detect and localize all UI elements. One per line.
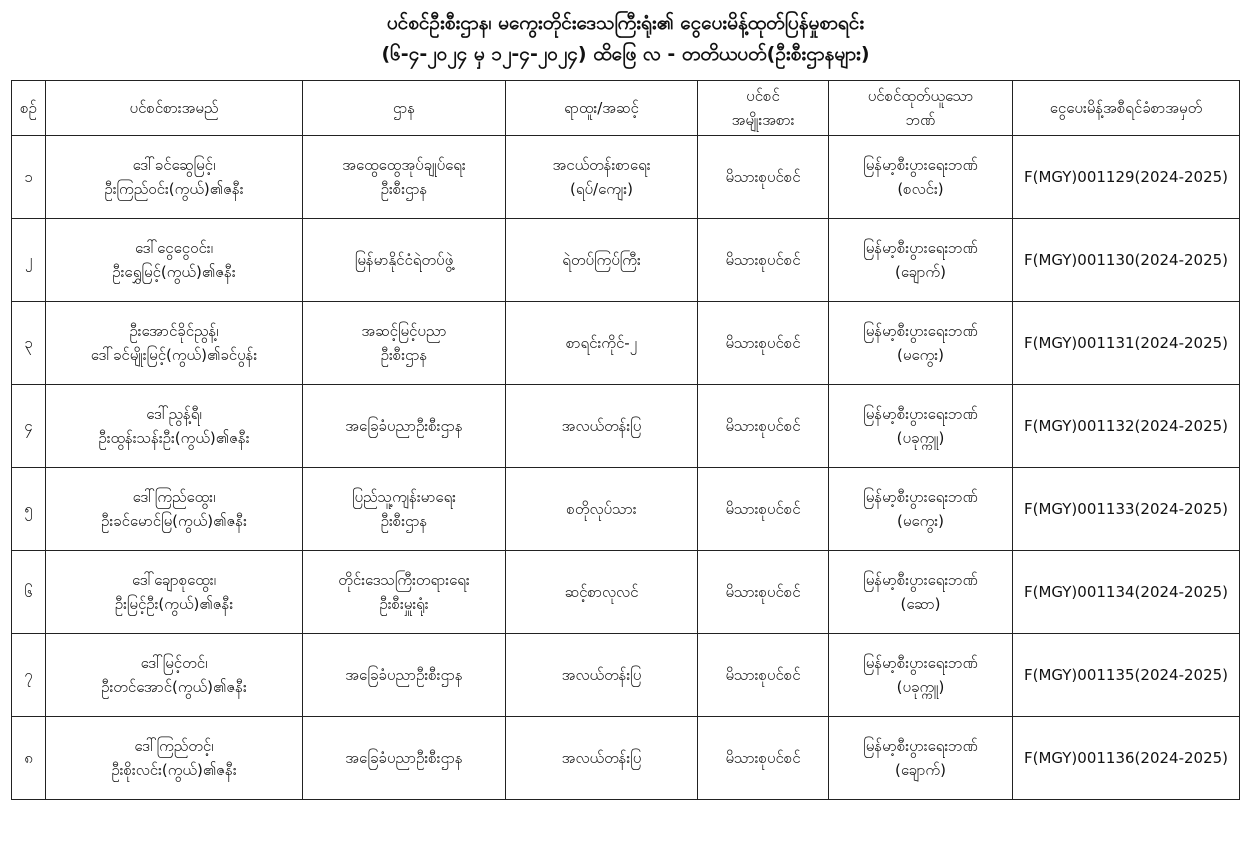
header-department: ဌာန	[303, 81, 506, 136]
bank-line2: (ပခုက္ကူ)	[896, 678, 945, 696]
position-line1: စာရင်းကိုင်-၂	[565, 334, 638, 352]
pensioner-name-line2: ဒေါ်ခင်မျိုးမြင့်(ကွယ်)၏ခင်ပွန်း	[90, 346, 258, 364]
bank	[829, 219, 1013, 302]
pensioner-name-line2: ဦးရွှေမြင့်(ကွယ်)၏ဇနီး	[112, 263, 236, 281]
bank-line1: မြန်မာ့စီးပွားရေးဘဏ်	[863, 239, 978, 257]
department-line2: ဦးစီးမှူးရုံး	[379, 595, 429, 613]
position-line1: အငယ်တန်းစာရေး	[552, 156, 651, 174]
table-row	[12, 302, 1240, 385]
row-number: ၇	[12, 634, 46, 717]
header-order-number: ငွေပေးမိန့်အစီရင်ခံစာအမှတ်	[1013, 81, 1240, 136]
department	[303, 634, 506, 717]
bank-line1: မြန်မာ့စီးပွားရေးဘဏ်	[863, 654, 978, 672]
pensioner-name-line2: ဦးမြင့်ဦး(ကွယ်)၏ဇနီး	[114, 595, 234, 613]
position-line1: ဆင့်စာလုလင်	[564, 583, 639, 601]
bank-line2: (ပခုက္ကူ)	[896, 429, 945, 447]
header-bank-line1: ပင်စင်ထုတ်ယူသော	[867, 87, 974, 105]
table-body	[12, 136, 1240, 800]
row-number: ၆	[12, 551, 46, 634]
department-line1: အခြေခံပညာဦးစီးဌာန	[345, 749, 463, 767]
position-line1: စတိုလုပ်သား	[566, 500, 637, 518]
bank-line2: (ချောက်)	[895, 761, 946, 779]
order-number: F(MGY)001136(2024-2025)	[1013, 717, 1240, 800]
header-bank	[829, 81, 1013, 136]
pension-type: မိသားစုပင်စင်	[698, 634, 829, 717]
row-number: ၂	[12, 219, 46, 302]
order-number: F(MGY)001135(2024-2025)	[1013, 634, 1240, 717]
position	[506, 219, 698, 302]
pensioner-name-line2: ဦးစိုးလင်း(ကွယ်)၏ဇနီး	[111, 761, 237, 779]
department	[303, 302, 506, 385]
table-header-row	[12, 81, 1240, 136]
pension-type: မိသားစုပင်စင်	[698, 717, 829, 800]
pension-type: မိသားစုပင်စင်	[698, 551, 829, 634]
pension-type: မိသားစုပင်စင်	[698, 385, 829, 468]
department-line1: အဆင့်မြင့်ပညာ	[361, 322, 447, 340]
bank-line1: မြန်မာ့စီးပွားရေးဘဏ်	[863, 737, 978, 755]
department-line1: တိုင်းဒေသကြီးတရားရေး	[338, 571, 470, 589]
pension-type: မိသားစုပင်စင်	[698, 136, 829, 219]
pensioner-name-line1: ဒေါ်မြင့်တင်၊	[140, 654, 208, 672]
position-line1: အလယ်တန်းပြ	[561, 749, 642, 767]
order-number: F(MGY)001131(2024-2025)	[1013, 302, 1240, 385]
department-line1: အခြေခံပညာဦးစီးဌာန	[345, 666, 463, 684]
department	[303, 717, 506, 800]
pensioner-name-line2: ဦးကြည်ဝင်း(ကွယ်)၏ဇနီး	[104, 180, 244, 198]
table-row	[12, 219, 1240, 302]
bank-line1: မြန်မာ့စီးပွားရေးဘဏ်	[863, 488, 978, 506]
order-number: F(MGY)001133(2024-2025)	[1013, 468, 1240, 551]
pension-type: မိသားစုပင်စင်	[698, 302, 829, 385]
table-row	[12, 385, 1240, 468]
table-row	[12, 551, 1240, 634]
table-row	[12, 634, 1240, 717]
position	[506, 717, 698, 800]
pensioner-name	[46, 385, 303, 468]
pensioner-name	[46, 136, 303, 219]
pensioner-name	[46, 468, 303, 551]
bank-line1: မြန်မာ့စီးပွားရေးဘဏ်	[863, 571, 978, 589]
order-number: F(MGY)001132(2024-2025)	[1013, 385, 1240, 468]
department	[303, 551, 506, 634]
pensioner-name-line1: ဒေါ်ကြည်ထွေး၊	[132, 488, 216, 506]
department-line1: အခြေခံပညာဦးစီးဌာန	[345, 417, 463, 435]
position-line2: (ရပ်/ကျေး)	[570, 180, 633, 198]
pensioner-name-line1: ဒေါ်ညွန့်ရီ၊	[146, 405, 202, 423]
department-line2: ဦးစီးဌာန	[380, 512, 428, 530]
pensioner-name-line1: ဒေါ်ငွေငွေဝင်း၊	[134, 239, 213, 257]
bank	[829, 634, 1013, 717]
bank-line2: (မကွေး)	[897, 346, 944, 364]
bank-line2: (မကွေး)	[897, 512, 944, 530]
order-number: F(MGY)001130(2024-2025)	[1013, 219, 1240, 302]
header-pensioner-name: ပင်စင်စားအမည်	[46, 81, 303, 136]
row-number: ၄	[12, 385, 46, 468]
pensioner-name	[46, 717, 303, 800]
department-line1: ပြည်သူ့ကျန်းမာရေး	[351, 488, 456, 506]
document-header	[0, 8, 1251, 70]
row-number: ၅	[12, 468, 46, 551]
bank-line1: မြန်မာ့စီးပွားရေးဘဏ်	[863, 405, 978, 423]
row-number: ၁	[12, 136, 46, 219]
position-line1: ရဲတပ်ကြပ်ကြီး	[562, 251, 641, 269]
department	[303, 385, 506, 468]
department	[303, 219, 506, 302]
order-number: F(MGY)001134(2024-2025)	[1013, 551, 1240, 634]
bank-line2: (စလင်း)	[897, 180, 944, 198]
department-line2: ဦးစီးဌာန	[380, 346, 428, 364]
bank-line1: မြန်မာ့စီးပွားရေးဘဏ်	[863, 156, 978, 174]
bank	[829, 717, 1013, 800]
position	[506, 468, 698, 551]
position	[506, 634, 698, 717]
bank	[829, 385, 1013, 468]
bank	[829, 468, 1013, 551]
bank-line2: (ချောက်)	[895, 263, 946, 281]
position	[506, 302, 698, 385]
position-line1: အလယ်တန်းပြ	[561, 666, 642, 684]
table-row	[12, 468, 1240, 551]
department-line1: အထွေထွေအုပ်ချုပ်ရေး	[342, 156, 466, 174]
header-bank-line2: ဘဏ်	[905, 111, 936, 129]
department-line2: ဦးစီးဌာန	[380, 180, 428, 198]
pensioner-name-line1: ဒေါ်ကြည်တင့်၊	[134, 737, 214, 755]
header-position: ရာထူး/အဆင့်	[506, 81, 698, 136]
pensioner-name-line2: ဦးထွန်းသန်းဦး(ကွယ်)၏ဇနီး	[98, 429, 250, 447]
row-number: ၃	[12, 302, 46, 385]
pensioner-name-line1: ဒေါ်ခင်ဆွေမြင့်၊	[132, 156, 216, 174]
position	[506, 136, 698, 219]
pension-order-table	[11, 80, 1240, 800]
header-pension-type-line1: ပင်စင်	[746, 87, 780, 105]
order-number: F(MGY)001129(2024-2025)	[1013, 136, 1240, 219]
document-title: ပင်စင်ဦးစီးဌာန၊ မကွေးတိုင်းဒေသကြီးရုံး၏ ငွေပေးမိန့်ထုတ်ပြန်မှုစာရင်း	[386, 12, 865, 34]
pensioner-name-line2: ဦးတင်အောင်(ကွယ်)၏ဇနီး	[101, 678, 247, 696]
pensioner-name-line1: ဒေါ်ချောစုထွေး၊	[132, 571, 216, 589]
department	[303, 136, 506, 219]
document-subtitle: (၆-၄-၂၀၂၄ မှ ၁၂-၄-၂၀၂၄) ထိဖြေ လ - တတိယပတ်(ဦးစီးဌာနများ)	[381, 43, 870, 65]
pensioner-name-line2: ဦးခင်မောင်မြ(ကွယ်)၏ဇနီး	[101, 512, 247, 530]
pensioner-name	[46, 551, 303, 634]
bank	[829, 551, 1013, 634]
position	[506, 385, 698, 468]
row-number: ၈	[12, 717, 46, 800]
position-line1: အလယ်တန်းပြ	[561, 417, 642, 435]
bank	[829, 302, 1013, 385]
header-pension-type-line2: အမျိုးအစား	[731, 111, 795, 129]
pension-type: မိသားစုပင်စင်	[698, 219, 829, 302]
table-row	[12, 717, 1240, 800]
pensioner-name	[46, 302, 303, 385]
bank	[829, 136, 1013, 219]
header-pension-type	[698, 81, 829, 136]
department-line1: မြန်မာနိုင်ငံရဲတပ်ဖွဲ့	[354, 251, 454, 269]
bank-line1: မြန်မာ့စီးပွားရေးဘဏ်	[863, 322, 978, 340]
bank-line2: (ဆော)	[900, 595, 941, 613]
department	[303, 468, 506, 551]
position	[506, 551, 698, 634]
header-no: စဉ်	[12, 81, 46, 136]
pensioner-name	[46, 634, 303, 717]
pensioner-name-line1: ဦးအောင်ခိုင်ညွန့်၊	[129, 322, 219, 340]
pension-type: မိသားစုပင်စင်	[698, 468, 829, 551]
table-row	[12, 136, 1240, 219]
pensioner-name	[46, 219, 303, 302]
